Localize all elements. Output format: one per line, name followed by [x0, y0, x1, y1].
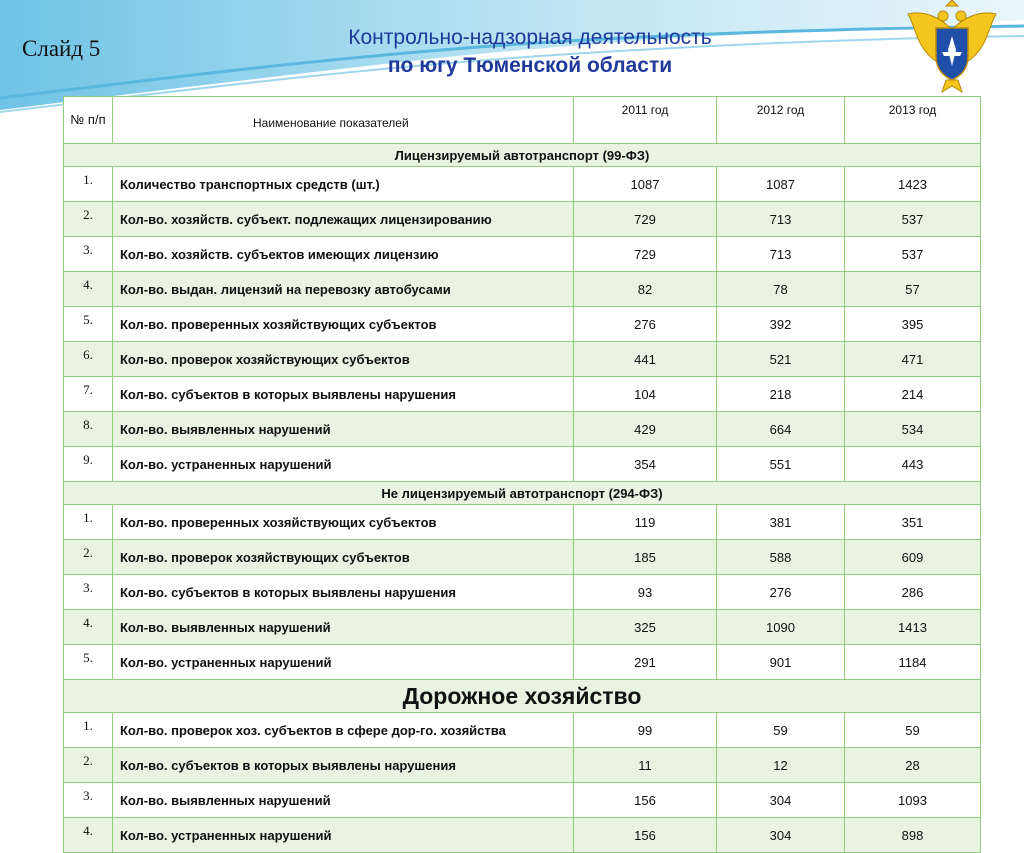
- value-2011: 185: [574, 540, 717, 575]
- slide-label: Слайд 5: [22, 36, 101, 61]
- value-2013: 351: [845, 505, 981, 540]
- header-number: № п/п: [64, 97, 113, 144]
- value-2012: 1087: [717, 167, 845, 202]
- control-activity-table: [63, 96, 981, 853]
- value-2011: 99: [574, 713, 717, 748]
- row-index: 3.: [64, 237, 113, 272]
- value-2011: 156: [574, 818, 717, 853]
- section-title: Не лицензируемый автотранспорт (294-ФЗ): [64, 482, 981, 505]
- value-2012: 276: [717, 575, 845, 610]
- table-header-row: [64, 97, 981, 144]
- row-label: Кол-во. субъектов в которых выявлены нарушения: [113, 575, 574, 610]
- value-2012: 392: [717, 307, 845, 342]
- value-2013: 534: [845, 412, 981, 447]
- row-label: Кол-во. хозяйств. субъект. подлежащих лицензированию: [113, 202, 574, 237]
- value-2012: 901: [717, 645, 845, 680]
- value-2013: 59: [845, 713, 981, 748]
- row-label: Кол-во. устраненных нарушений: [113, 818, 574, 853]
- row-index: 2.: [64, 748, 113, 783]
- value-2011: 82: [574, 272, 717, 307]
- row-label: Кол-во. выявленных нарушений: [113, 783, 574, 818]
- row-label: Кол-во. устраненных нарушений: [113, 447, 574, 482]
- table-row: [64, 748, 981, 783]
- value-2013: 1093: [845, 783, 981, 818]
- table-row: [64, 610, 981, 645]
- value-2012: 521: [717, 342, 845, 377]
- value-2013: 57: [845, 272, 981, 307]
- row-index: 2.: [64, 202, 113, 237]
- table-row: [64, 447, 981, 482]
- row-index: 4.: [64, 818, 113, 853]
- row-label: Кол-во. выявленных нарушений: [113, 610, 574, 645]
- row-label: Кол-во. проверок хозяйствующих субъектов: [113, 342, 574, 377]
- header-2011: 2011 год: [574, 97, 717, 144]
- row-index: 1.: [64, 713, 113, 748]
- value-2012: 304: [717, 818, 845, 853]
- value-2012: 1090: [717, 610, 845, 645]
- section-title: Лицензируемый автотранспорт (99-ФЗ): [64, 144, 981, 167]
- row-label: Кол-во. выдан. лицензий на перевозку автобусами: [113, 272, 574, 307]
- row-label: Кол-во. проверок хозяйствующих субъектов: [113, 540, 574, 575]
- page-title: [250, 24, 810, 80]
- value-2013: 609: [845, 540, 981, 575]
- value-2011: 104: [574, 377, 717, 412]
- row-index: 4.: [64, 610, 113, 645]
- section-header-road: [64, 680, 981, 713]
- title-line-2: по югу Тюменской области: [387, 54, 673, 77]
- table-row: [64, 342, 981, 377]
- row-index: 1.: [64, 167, 113, 202]
- header-2012: 2012 год: [717, 97, 845, 144]
- row-index: 2.: [64, 540, 113, 575]
- table-row: [64, 237, 981, 272]
- value-2011: 119: [574, 505, 717, 540]
- table-row: [64, 540, 981, 575]
- value-2011: 325: [574, 610, 717, 645]
- table-row: [64, 783, 981, 818]
- table-row: [64, 818, 981, 853]
- value-2011: 729: [574, 237, 717, 272]
- value-2011: 93: [574, 575, 717, 610]
- value-2013: 395: [845, 307, 981, 342]
- value-2013: 898: [845, 818, 981, 853]
- row-index: 5.: [64, 307, 113, 342]
- value-2011: 441: [574, 342, 717, 377]
- section-header-unlicensed: [64, 482, 981, 505]
- row-label: Кол-во. выявленных нарушений: [113, 412, 574, 447]
- value-2013: 1413: [845, 610, 981, 645]
- value-2013: 1423: [845, 167, 981, 202]
- value-2012: 713: [717, 202, 845, 237]
- table-row: [64, 307, 981, 342]
- value-2013: 1184: [845, 645, 981, 680]
- value-2012: 12: [717, 748, 845, 783]
- row-label: Кол-во. проверенных хозяйствующих субъектов: [113, 505, 574, 540]
- value-2012: 381: [717, 505, 845, 540]
- table-row: [64, 575, 981, 610]
- row-label: Кол-во. проверенных хозяйствующих субъектов: [113, 307, 574, 342]
- value-2011: 354: [574, 447, 717, 482]
- row-label: Кол-во. устраненных нарушений: [113, 645, 574, 680]
- row-label: Кол-во. субъектов в которых выявлены нарушения: [113, 377, 574, 412]
- value-2011: 291: [574, 645, 717, 680]
- title-line-1: Контрольно-надзорная деятельность: [348, 26, 712, 49]
- row-label: Кол-во. проверок хоз. субъектов в сфере дор-го. хозяйства: [113, 713, 574, 748]
- value-2013: 214: [845, 377, 981, 412]
- value-2012: 664: [717, 412, 845, 447]
- header-2013: 2013 год: [845, 97, 981, 144]
- value-2012: 218: [717, 377, 845, 412]
- value-2013: 471: [845, 342, 981, 377]
- table-row: [64, 645, 981, 680]
- value-2011: 276: [574, 307, 717, 342]
- table-row: [64, 713, 981, 748]
- row-index: 3.: [64, 783, 113, 818]
- coat-of-arms-emblem-icon: [902, 0, 1002, 96]
- value-2013: 28: [845, 748, 981, 783]
- table-row: [64, 202, 981, 237]
- row-index: 3.: [64, 575, 113, 610]
- row-label: Количество транспортных средств (шт.): [113, 167, 574, 202]
- row-index: 4.: [64, 272, 113, 307]
- table-row: [64, 412, 981, 447]
- row-index: 7.: [64, 377, 113, 412]
- value-2012: 713: [717, 237, 845, 272]
- value-2011: 11: [574, 748, 717, 783]
- value-2011: 1087: [574, 167, 717, 202]
- value-2012: 304: [717, 783, 845, 818]
- value-2012: 551: [717, 447, 845, 482]
- value-2011: 156: [574, 783, 717, 818]
- value-2013: 537: [845, 202, 981, 237]
- value-2013: 286: [845, 575, 981, 610]
- table-row: [64, 272, 981, 307]
- row-label: Кол-во. субъектов в которых выявлены нарушения: [113, 748, 574, 783]
- table-row: [64, 377, 981, 412]
- header-indicator-name: Наименование показателей: [113, 97, 574, 144]
- section-title: Дорожное хозяйство: [64, 680, 981, 713]
- row-index: 8.: [64, 412, 113, 447]
- row-index: 5.: [64, 645, 113, 680]
- section-header-licensed: [64, 144, 981, 167]
- row-index: 9.: [64, 447, 113, 482]
- value-2011: 729: [574, 202, 717, 237]
- value-2012: 78: [717, 272, 845, 307]
- row-label: Кол-во. хозяйств. субъектов имеющих лицензию: [113, 237, 574, 272]
- table-body: [64, 97, 981, 853]
- row-index: 1.: [64, 505, 113, 540]
- row-index: 6.: [64, 342, 113, 377]
- value-2011: 429: [574, 412, 717, 447]
- value-2012: 59: [717, 713, 845, 748]
- table-row: [64, 505, 981, 540]
- value-2013: 443: [845, 447, 981, 482]
- value-2013: 537: [845, 237, 981, 272]
- value-2012: 588: [717, 540, 845, 575]
- table-row: [64, 167, 981, 202]
